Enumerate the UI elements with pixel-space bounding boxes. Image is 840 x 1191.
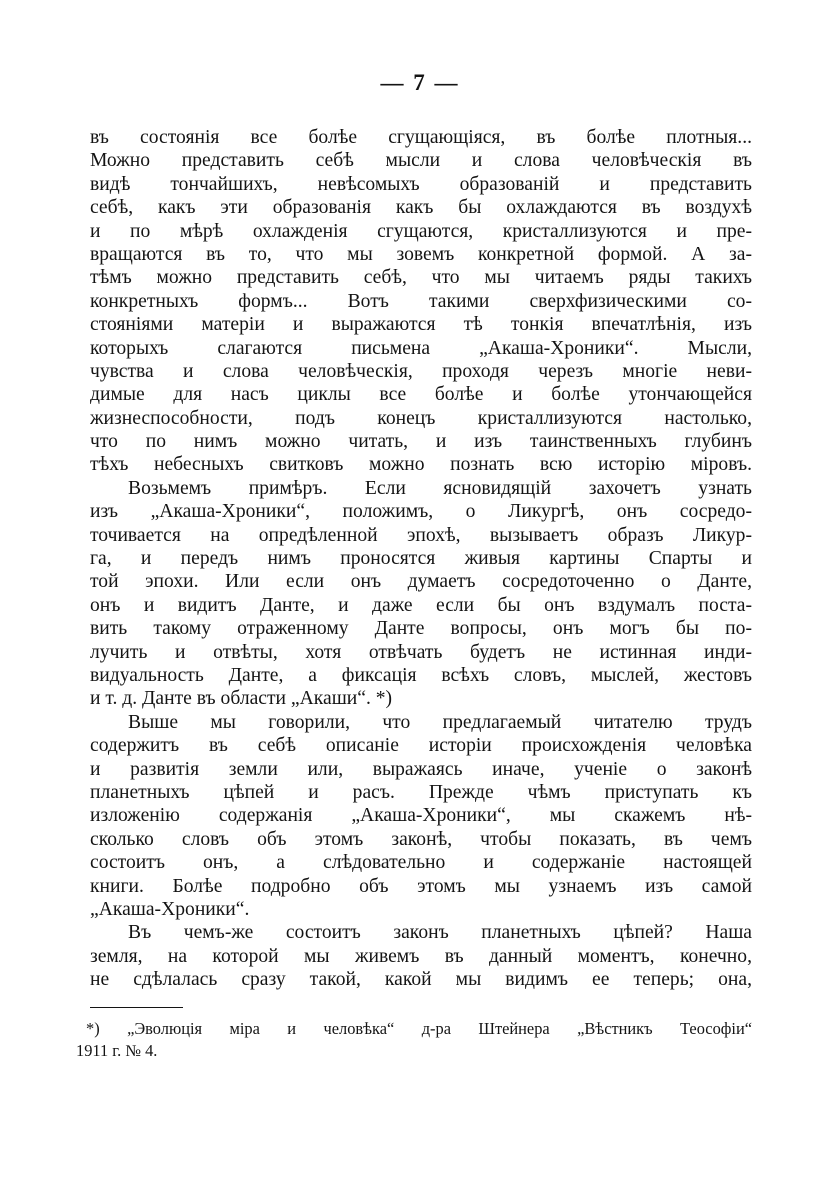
text-line: и развитія земли или, выражаясь иначе, ученіе о законѣ (90, 758, 752, 780)
text-line: чувства и слова человѣческія, проходя черезъ многіе неви- (90, 360, 752, 382)
text-line: га, и передъ нимъ проносятся живыя картины Спарты и (90, 548, 752, 570)
text-line: стояніями матеріи и выражаются тѣ тонкія впечатлѣнія, изъ (90, 314, 752, 336)
page-number: — 7 — (380, 70, 460, 95)
text-line: тѣмъ можно представить себѣ, что мы читаемъ ряды такихъ (90, 267, 752, 289)
text-line: онъ и видитъ Данте, и даже если бы онъ вздумалъ поста- (90, 594, 752, 616)
text-line: точивается на опредѣленной эпохѣ, вызываетъ образъ Ликур- (90, 524, 752, 546)
text-line: книги. Болѣе подробно объ этомъ мы узнаемъ изъ самой (90, 875, 752, 897)
footnote (76, 1018, 752, 1062)
text-line: которыхъ слагаются письмена „Акаша-Хроники“. Мысли, (90, 337, 752, 359)
text-line: Въ чемъ-же состоитъ законъ планетныхъ цѣпей? Наша (128, 922, 752, 944)
text-line: сколько словъ объ этомъ законѣ, чтобы показать, въ чемъ (90, 828, 752, 850)
text-line: изъ „Акаша-Хроники“, положимъ, о Ликургѣ, онъ сосредо- (90, 501, 752, 523)
text-line: „Акаша-Хроники“. (90, 898, 250, 920)
text-line: содержитъ въ себѣ описаніе исторіи происхожденія человѣка (90, 735, 752, 757)
text-line: тѣхъ небесныхъ свитковъ можно познать всю исторію міровъ. (90, 454, 752, 476)
footnote-divider (90, 1007, 183, 1008)
footnote-line: *) „Эволюція міра и человѣка“ д-ра Штейнера „Вѣстникъ Теософіи“ (86, 1019, 752, 1038)
text-line: и по мѣрѣ охлажденія сгущаются, кристаллизуются и пре- (90, 220, 752, 242)
text-line: конкретныхъ формъ... Вотъ такими сверхфизическими со- (90, 290, 752, 312)
text-line: Можно представить себѣ мысли и слова человѣческія въ (90, 150, 752, 172)
text-line: той эпохи. Или если онъ думаетъ сосредоточенно о Данте, (90, 571, 752, 593)
text-line: состоитъ онъ, а слѣдовательно и содержаніе настоящей (90, 852, 752, 874)
text-line: изложенію содержанія „Акаша-Хроники“, мы скажемъ нѣ- (90, 805, 752, 827)
text-line: въ состоянія все болѣе сгущающіяся, въ болѣе плотныя... (90, 127, 752, 148)
text-line: Возьмемъ примѣръ. Если ясновидящій захочетъ узнать (128, 477, 752, 499)
text-line: вращаются въ то, что мы зовемъ конкретной формой. А за- (90, 243, 752, 265)
text-line: видуальность Данте, а фиксація всѣхъ словъ, мыслей, жестовъ (90, 664, 752, 686)
text-line: жизнеспособности, подъ конецъ кристаллизуются настолько, (90, 407, 752, 429)
text-line: не сдѣлалась сразу такой, какой мы видимъ ее теперь; она, (90, 969, 752, 991)
text-line: вить такому отраженному Данте вопросы, онъ могъ бы по- (90, 618, 752, 640)
text-line: планетныхъ цѣпей и расъ. Прежде чѣмъ приступать къ (90, 781, 752, 803)
text-line: димые для насъ циклы все болѣе и болѣе утончающейся (90, 384, 752, 406)
text-line: видѣ тончайшихъ, невѣсомыхъ образованій и представить (90, 173, 752, 195)
text-line: лучить и отвѣты, хотя отвѣчать будетъ не истинная инди- (90, 641, 752, 663)
text-line: что по нимъ можно читать, и изъ таинственныхъ глубинъ (90, 431, 752, 453)
text-line: земля, на которой мы живемъ въ данный моментъ, конечно, (90, 945, 752, 967)
text-line: и т. д. Данте въ области „Акаши“. *) (90, 688, 393, 710)
footnote-line: 1911 г. № 4. (76, 1041, 158, 1060)
text-line: Выше мы говорили, что предлагаемый читателю трудъ (128, 711, 752, 733)
text-line: себѣ, какъ эти образованія какъ бы охлаждаются въ воздухѣ (90, 197, 752, 219)
body-text (90, 126, 752, 991)
